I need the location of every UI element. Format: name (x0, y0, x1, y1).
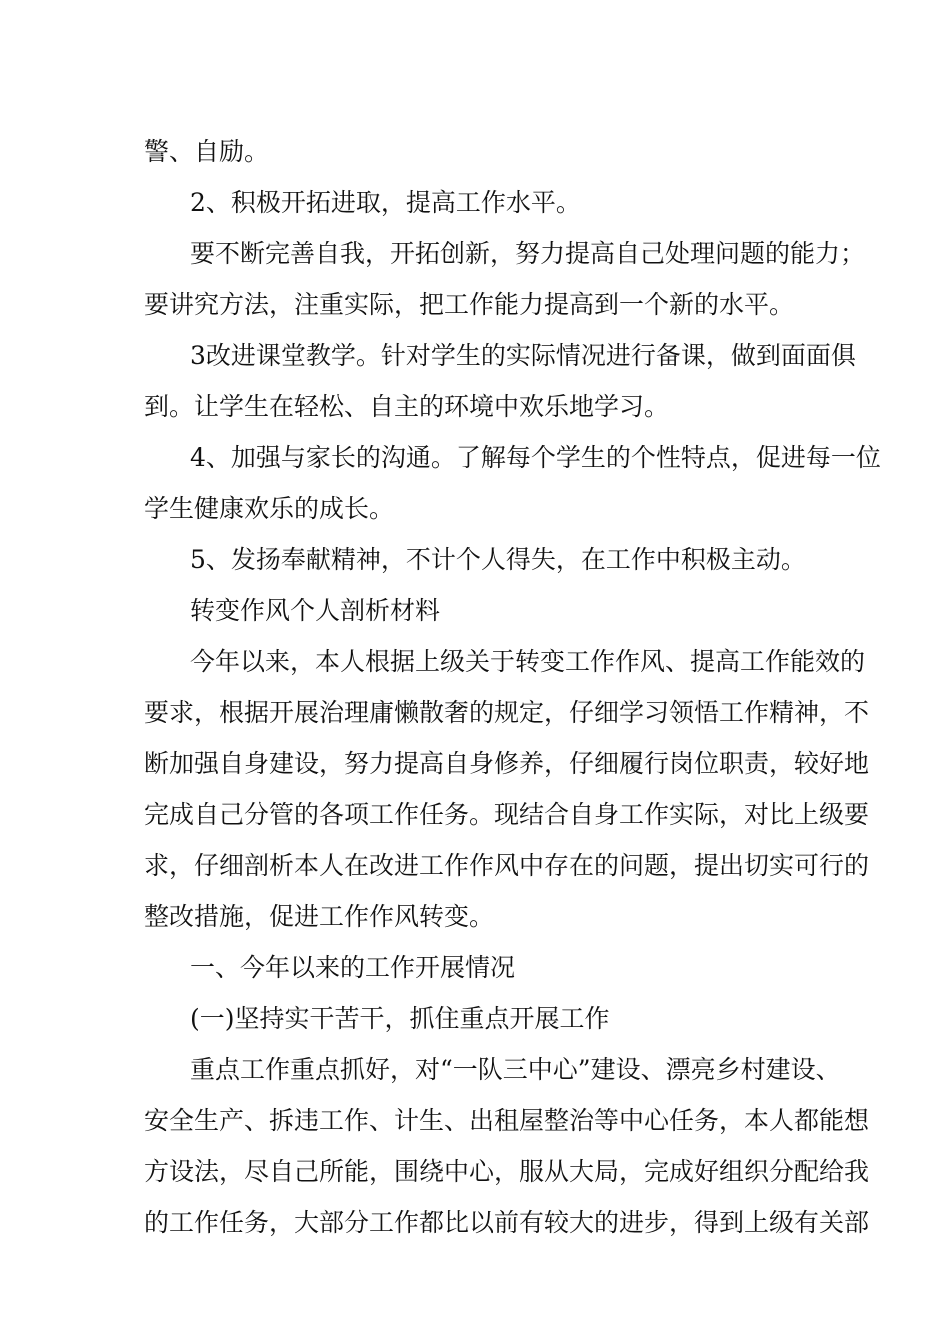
paragraph-line: 方设法，尽自己所能，围绕中心，服从大局，完成好组织分配给我 (144, 1157, 870, 1186)
text-line: 警、自励。 (144, 137, 270, 166)
paragraph-line: 安全生产、拆违工作、计生、出租屋整治等中心任务，本人都能想 (144, 1106, 870, 1135)
paragraph-line: 要求，根据开展治理庸懒散奢的规定，仔细学习领悟工作精神，不 (144, 698, 870, 727)
paragraph-line: 断加强自身建设，努力提高自身修养，仔细履行岗位职责，较好地 (144, 749, 870, 778)
numbered-item-line: 4、加强与家长的沟通。了解每个学生的个性特点，促进每一位 (190, 443, 881, 472)
numbered-item-line: 学生健康欢乐的成长。 (144, 494, 395, 523)
numbered-item-line: 5、发扬奉献精神，不计个人得失，在工作中积极主动。 (190, 545, 806, 574)
section-title: 转变作风个人剖析材料 (190, 596, 441, 625)
paragraph-line: 要讲究方法，注重实际，把工作能力提高到一个新的水平。 (144, 290, 795, 319)
numbered-item-line: 3改进课堂教学。针对学生的实际情况进行备课，做到面面俱 (190, 341, 856, 370)
numbered-item-line: 到。让学生在轻松、自主的环境中欢乐地学习。 (144, 392, 670, 421)
paragraph-line: 求，仔细剖析本人在改进工作作风中存在的问题，提出切实可行的 (144, 851, 870, 880)
numbered-item-heading: 2、积极开拓进取，提高工作水平。 (190, 188, 581, 217)
paragraph-line: 今年以来，本人根据上级关于转变工作作风、提高工作能效的 (190, 647, 866, 676)
paragraph-line: 重点工作重点抓好，对“一队三中心”建设、漂亮乡村建设、 (190, 1055, 841, 1084)
paragraph-line: 的工作任务，大部分工作都比以前有较大的进步，得到上级有关部 (144, 1208, 870, 1237)
subsection-heading: (一)坚持实干苦干，抓住重点开展工作 (190, 1004, 610, 1033)
paragraph-line: 完成自己分管的各项工作任务。现结合自身工作实际，对比上级要 (144, 800, 870, 829)
paragraph-line: 整改措施，促进工作作风转变。 (144, 902, 495, 931)
section-heading: 一、今年以来的工作开展情况 (190, 953, 516, 982)
paragraph-line: 要不断完善自我，开拓创新，努力提高自己处理问题的能力； (190, 239, 866, 268)
